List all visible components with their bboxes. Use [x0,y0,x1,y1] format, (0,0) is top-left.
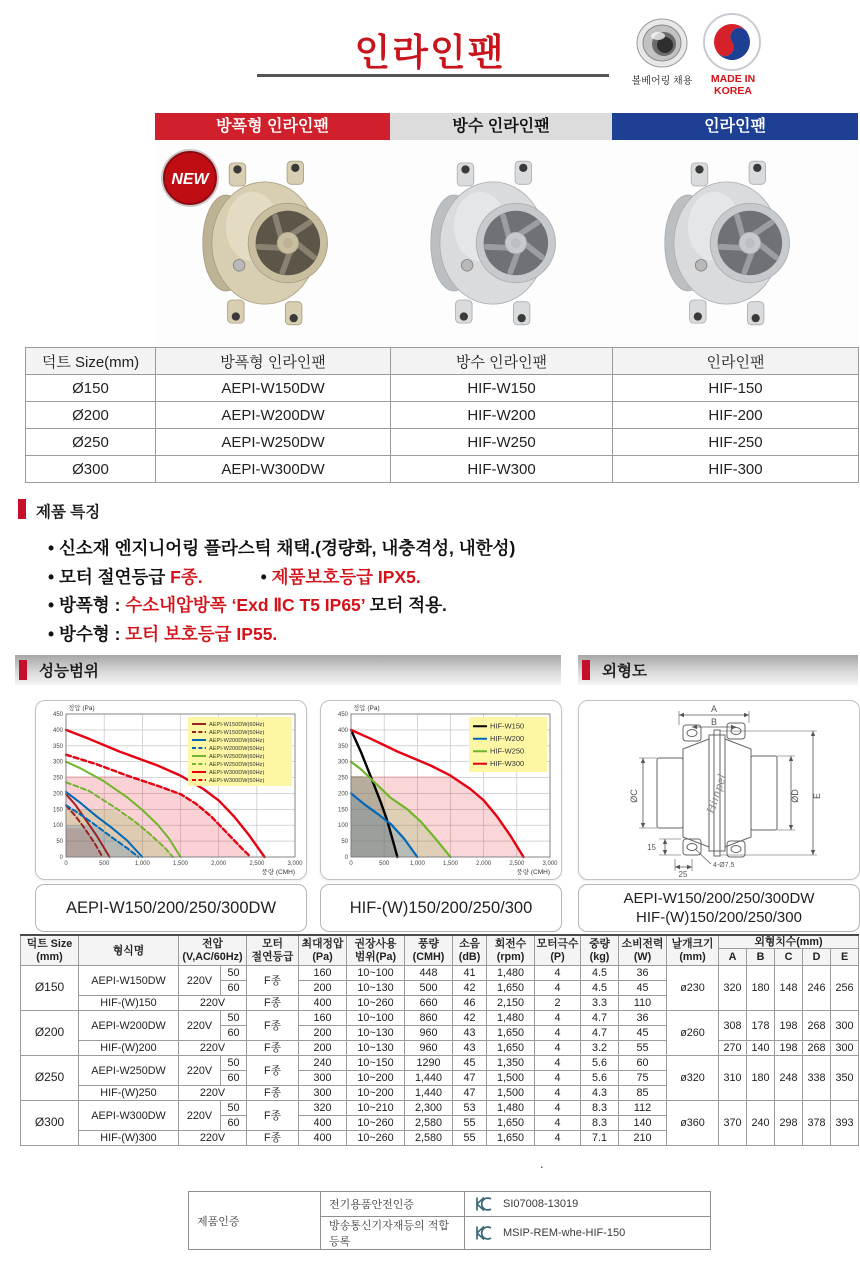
header-waterproof: 방수 인라인팬 [390,113,612,140]
svg-text:50: 50 [56,839,63,846]
svg-text:풍량 (CMH): 풍량 (CMH) [516,869,550,876]
spec-col-pmax: 최대정압 (Pa) [299,935,347,966]
svg-text:AEPI-W250DW(50Hz): AEPI-W250DW(50Hz) [209,762,265,768]
caption-outline [578,884,860,932]
col-explosion: 방폭형 인라인팬 [156,348,391,375]
cert-name-2: 방송통신기자재등의 적합등록 [321,1217,465,1250]
svg-text:HIF-W300: HIF-W300 [490,758,525,768]
spec-row: 60 200 10~130 960 43 1,650 4 4.7 45 [21,1026,859,1041]
spec-row: Ø150 AEPI-W150DW 220V 50 F종 160 10~100 448 41 1,480 4 4.5 36 ø230 320 180 148 246 256 [21,966,859,981]
col-duct-size: 덕트 Size(mm) [26,348,156,375]
caption-hif [320,884,562,932]
spec-row: Ø300 AEPI-W300DW 220V 50 F종 320 10~210 2,300 53 1,480 4 8.3 112 ø360 370 240 298 378 393 [21,1101,859,1116]
made-caption: MADE IN KOREA [710,73,756,97]
svg-text:400: 400 [337,727,348,734]
svg-text:450: 450 [337,712,348,718]
spec-col-blade: 날개크기 (mm) [667,935,719,966]
svg-text:2,500: 2,500 [249,861,265,867]
outline-drawing-panel [578,700,860,880]
svg-text:1,500: 1,500 [442,861,459,867]
spec-table: 덕트 Size (mm) 형식명 전압 (V,AC/60Hz) 모터 절연등급 최대정압 (Pa) 권장사용 범위(Pa) 풍량 (CMH) 소음 (dB) 회전수 (rpm) 모터극수 (P) 중량 (kg) 소비전력 (W) 날개크기 (mm) 외형치수(mm) A B C D E Ø150 AEPI-W150DW 220V 50 F종 160 10~100 448 41 1,480 4 4.5 36 ø230 320 180 148 246 256 60 200 10~130 500 42 1,650 4 4.5 45 HIF-(W)150 220V F종 400 10~260 660 46 2,150 2 3.3 110 Ø200 AEPI-W200DW 220V 50 F종 160 10~100 860 42 1,480 4 4.7 36 ø260 308 178 198 268 300 60 200 10~130 960 43 1,650 4 4.7 45 HIF-(W)200 220V F종 200 10~130 960 43 1,650 4 3.2 55 270 140 198 268 300 Ø250 AEPI-W250DW 220V 50 F종 240 10~150 1290 45 1,350 4 5.6 60 ø320 310 180 248 338 350 60 300 10~200 1,440 47 1,500 4 5.6 75 HIF-(W)250 220V F종 300 10~200 1,440 47 1,500 4 4.3 85 Ø300 AEPI-W300DW 220V 50 F종 320 10~210 2,300 53 1,480 4 8.3 112 ø360 370 240 298 378 393 60 400 10~260 2,580 55 1,650 4 8.3 140 HIF-(W)300 220V F종 400 10~260 2,580 55 1,650 4 7.1 210 [20,934,859,1146]
model-row: Ø250 AEPI-W250DW HIF-W250 HIF-250 [26,429,859,456]
model-row: Ø150 AEPI-W150DW HIF-W150 HIF-150 [26,375,859,402]
svg-text:B: B [710,717,718,727]
performance-section-bar [15,655,561,685]
spec-col-noise: 소음 (dB) [453,935,487,966]
svg-text:250: 250 [52,775,63,782]
svg-text:AEPI-W200DW(50Hz): AEPI-W200DW(50Hz) [209,746,265,752]
svg-text:300: 300 [52,759,63,766]
caption-outline-line2: HIF-(W)150/200/250/300 [636,909,802,926]
spec-col-volt: 전압 (V,AC/60Hz) [179,935,247,966]
svg-text:0: 0 [64,861,68,867]
spec-row: Ø200 AEPI-W200DW 220V 50 F종 160 10~100 860 42 1,480 4 4.7 36 ø260 308 178 198 268 300 [21,1011,859,1026]
spec-row: HIF-(W)250 220V F종 300 10~200 1,440 47 1,500 4 4.3 85 [21,1086,859,1101]
outline-accent [582,660,590,680]
spec-col-power: 소비전력 (W) [619,935,667,966]
svg-text:200: 200 [52,791,63,798]
svg-text:E: E [812,792,822,800]
svg-text:400: 400 [52,727,63,734]
inline-fan-image [406,148,596,338]
hif-performance-chart-panel [320,700,562,880]
performance-chart [321,701,559,877]
svg-text:AEPI-W150DW(60Hz): AEPI-W150DW(60Hz) [209,722,265,728]
outline-section-bar [578,655,858,685]
svg-text:NEW: NEW [171,171,209,188]
svg-text:3,000: 3,000 [287,861,303,867]
svg-text:150: 150 [52,807,63,814]
spec-col-poles: 모터극수 (P) [535,935,581,966]
spec-col-range: 권장사용 범위(Pa) [347,935,405,966]
performance-accent [19,660,27,680]
svg-text:450: 450 [52,712,63,718]
svg-text:50: 50 [341,839,348,846]
spec-col-ins: 모터 절연등급 [247,935,299,966]
outline-drawing [579,701,857,877]
kc-mark-icon [473,1225,493,1241]
svg-text:1,500: 1,500 [172,861,189,867]
caption-hif-text: HIF-(W)150/200/250/300 [349,898,533,917]
caption-aepi [35,884,307,932]
svg-text:Himpel: Himpel [704,772,730,816]
spec-col-dims: 외형치수(mm) [719,935,859,949]
svg-text:2,500: 2,500 [509,861,525,867]
svg-text:200: 200 [337,791,348,798]
cert-code-cell-1 [465,1192,711,1217]
svg-text:ØD: ØD [790,789,800,803]
caption-aepi-text: AEPI-W150/200/250/300DW [65,898,277,917]
svg-text:350: 350 [52,743,63,750]
model-table [25,347,859,483]
model-row: Ø200 AEPI-W200DW HIF-W200 HIF-200 [26,402,859,429]
performance-title: 성능범위 [39,663,99,680]
svg-text:AEPI-W200DW(60Hz): AEPI-W200DW(60Hz) [209,738,265,744]
performance-chart [36,701,304,877]
svg-text:250: 250 [337,775,348,782]
svg-text:300: 300 [337,759,348,766]
title-underline [257,74,609,77]
inline-fan-image [640,148,830,338]
header-inline: 인라인팬 [612,113,858,140]
svg-text:15: 15 [647,843,656,852]
svg-text:HIF-W250: HIF-W250 [490,746,525,756]
ball-bearing-icon [634,16,690,75]
svg-text:1,000: 1,000 [409,861,425,867]
model-table-header [26,348,859,375]
cert-name-1: 전기용품안전인증 [321,1192,465,1217]
svg-text:ØC: ØC [629,789,639,803]
svg-text:A: A [710,704,718,714]
footnote-dot: . [540,1156,544,1171]
svg-text:25: 25 [678,870,688,877]
svg-text:350: 350 [337,743,348,750]
svg-text:HIF-W200: HIF-W200 [490,733,525,743]
svg-text:0: 0 [344,855,348,861]
made-in-korea-icon [701,12,763,77]
svg-text:1,000: 1,000 [134,861,150,867]
page-title: 인라인팬 [354,32,506,73]
feature-item: • 방폭형 : 수소내압방폭 ‘Exd ⅡC T5 IP65’ 모터 적용. [48,595,447,615]
cert-code-cell-2 [465,1217,711,1250]
svg-text:HIF-W150: HIF-W150 [490,721,525,731]
features-title: 제품 특징 [36,504,101,521]
svg-text:100: 100 [52,823,63,830]
svg-text:3,000: 3,000 [542,861,558,867]
svg-text:4-Ø7.5: 4-Ø7.5 [713,862,735,869]
spec-col-duct: 덕트 Size (mm) [21,935,79,966]
feature-item: • 신소재 엔지니어링 플라스틱 채택.(경량화, 내충격성, 내한성) [48,538,516,558]
product-image-waterproof [390,140,612,346]
spec-row: 60 300 10~200 1,440 47 1,500 4 5.6 75 [21,1071,859,1086]
spec-col-rpm: 회전수 (rpm) [487,935,535,966]
new-badge [158,146,222,215]
spec-col-weight: 중량 (kg) [581,935,619,966]
svg-text:2,000: 2,000 [211,861,227,867]
spec-row: HIF-(W)200 220V F종 200 10~130 960 43 1,650 4 3.2 55 270 140 198 268 300 [21,1041,859,1056]
svg-text:AEPI-W300DW(50Hz): AEPI-W300DW(50Hz) [209,778,265,784]
svg-text:500: 500 [379,861,390,867]
cert-code-2: MSIP-REM-whe-HIF-150 [503,1227,626,1239]
feature-item: • 방수형 : 모터 보호등급 IP55. [48,623,278,644]
feature-item: • 모터 절연등급 F종. • 제품보호등급 IPX5. [48,566,421,587]
svg-text:0: 0 [349,861,353,867]
svg-text:500: 500 [99,861,110,867]
col-waterproof: 방수 인라인팬 [391,348,613,375]
kc-mark-icon [473,1196,493,1212]
cert-label: 제품인증 [189,1192,321,1250]
svg-text:AEPI-W250DW(60Hz): AEPI-W250DW(60Hz) [209,754,265,760]
spec-row: 60 200 10~130 500 42 1,650 4 4.5 45 [21,981,859,996]
cert-code-1: SI07008-13019 [503,1198,579,1210]
svg-text:100: 100 [337,823,348,830]
cert-table [188,1191,711,1250]
spec-row: HIF-(W)300 220V F종 400 10~260 2,580 55 1,650 4 7.1 210 [21,1131,859,1146]
spec-row: 60 400 10~260 2,580 55 1,650 4 8.3 140 [21,1116,859,1131]
col-inline: 인라인팬 [613,348,859,375]
spec-col-model: 형식명 [79,935,179,966]
header-explosion-proof: 방폭형 인라인팬 [155,113,390,140]
outline-title: 외형도 [602,663,647,680]
product-image-inline [612,140,858,346]
svg-text:2,000: 2,000 [476,861,492,867]
spec-row: HIF-(W)150 220V F종 400 10~260 660 46 2,150 2 3.3 110 [21,996,859,1011]
svg-text:정압 (Pa): 정압 (Pa) [353,705,380,712]
svg-text:정압 (Pa): 정압 (Pa) [68,705,95,712]
aepi-performance-chart-panel [35,700,307,880]
svg-text:AEPI-W300DW(60Hz): AEPI-W300DW(60Hz) [209,770,265,776]
spec-row: Ø250 AEPI-W250DW 220V 50 F종 240 10~150 1290 45 1,350 4 5.6 60 ø320 310 180 248 338 350 [21,1056,859,1071]
svg-text:풍량 (CMH): 풍량 (CMH) [261,869,295,876]
model-row: Ø300 AEPI-W300DW HIF-W300 HIF-300 [26,456,859,483]
caption-outline-line1: AEPI-W150/200/250/300DW [623,890,815,907]
svg-text:AEPI-W150DW(50Hz): AEPI-W150DW(50Hz) [209,730,265,736]
bearing-caption: 볼베어링 채용 [631,76,693,87]
svg-text:150: 150 [337,807,348,814]
cert-row-1 [189,1192,711,1217]
spec-col-flow: 풍량 (CMH) [405,935,453,966]
features-accent [18,499,26,519]
svg-text:0: 0 [59,855,63,861]
features-list [48,534,648,648]
